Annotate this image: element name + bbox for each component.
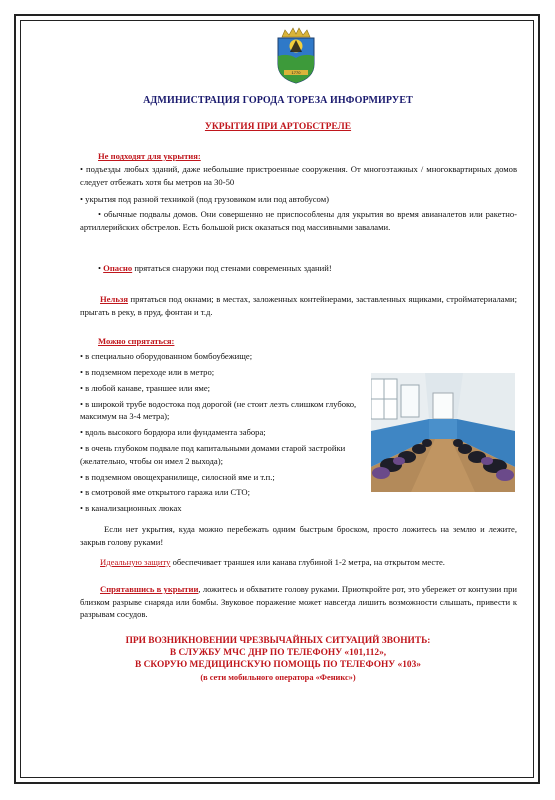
list-item: • в смотровой яме открытого гаража или СТО; [80,487,250,498]
no-shelter-advice: Если нет укрытия, куда можно перебежать одним быстрым броском, просто ложитесь на землю и лежите, закрыв голову руками! [80,524,517,547]
forbidden-warning: Нельзя прятаться под окнами; в местах, заложенных контейнерами, заставленных ящиками, стройматериалами; прыгать в реку, в пруд, фонтан и т.д. [80,294,517,317]
list-item: • вдоль высокого бордюра или фундамента забора; [80,427,266,438]
list-item: • в подземном переходе или в метро; [80,366,215,377]
list-item: • в любой канаве, траншее или яме; [80,382,211,393]
ideal-protection: Идеальную защиту обеспечивает траншея или канава глубиной 1-2 метра, на открытом месте. [100,557,445,567]
emergency-line-2: В СЛУЖБУ МЧС ДНР ПО ТЕЛЕФОНУ «101,112», [169,648,387,658]
corridor-shelter-photo [371,373,515,492]
can-hide-list [80,350,370,518]
emergency-line-3: В СКОРУЮ МЕДИЦИНСКУЮ ПОМОЩЬ ПО ТЕЛЕФОНУ «103» [135,660,421,670]
in-shelter-advice: Спрятавшись в укрытии, ложитесь и обхватите голову руками. Приоткройте рот, это убережет от контузии при близком разрыве снаряда или бомбы. Звуковое поражение может навсегда лишить возможности слышать, привести к разрывам сосудов. [80,584,517,620]
emergency-line-4: (в сети мобильного оператора «Феникс») [200,673,356,682]
not-suitable-item-1: • подъезды любых зданий, даже небольшие пристроенные сооружения. От многоэтажных / многоквартирных домов следует отбежать хотя бы метров на 30-50 [80,164,517,187]
dangerous-warning: • Опасно прятаться снаружи под стенами современных зданий! [98,263,332,273]
not-suitable-heading: Не подходят для укрытия: [98,151,201,161]
list-item: • в подземном овощехранилище, силосной яме и т.п.; [80,471,275,482]
page-subtitle: УКРЫТИЯ ПРИ АРТОБСТРЕЛЕ [204,122,352,132]
can-hide-heading: Можно спрятаться: [98,336,175,346]
list-item: • в канализационных люках [80,503,182,514]
not-suitable-item-2: • укрытия под разной техникой (под грузовиком или под автобусом) [80,194,329,204]
list-item: • в очень глубоком подвале под капитальными домами старой застройки (желательно, чтобы он имел 2 выхода); [80,443,346,466]
list-item: • в специально оборудованном бомбоубежище; [80,351,253,361]
not-suitable-item-3: • обычные подвалы домов. Они совершенно не приспособлены для укрытия во время авианалетов или ракетно-артиллерийских обстрелов. Есть большой риск оказаться под массивными завалами. [80,209,517,232]
svg-text:1770: 1770 [291,70,301,75]
emergency-line-1: ПРИ ВОЗНИКНОВЕНИИ ЧРЕЗВЫЧАЙНЫХ СИТУАЦИЙ ЗВОНИТЬ: [125,636,431,646]
city-crest-icon [273,26,319,84]
page-title: АДМИНИСТРАЦИЯ ГОРОДА ТОРЕЗА ИНФОРМИРУЕТ [143,95,413,106]
list-item: • в широкой трубе водостока под дорогой (не стоит лезть слишком глубоко, максимум на 3-4 метра); [80,398,357,422]
